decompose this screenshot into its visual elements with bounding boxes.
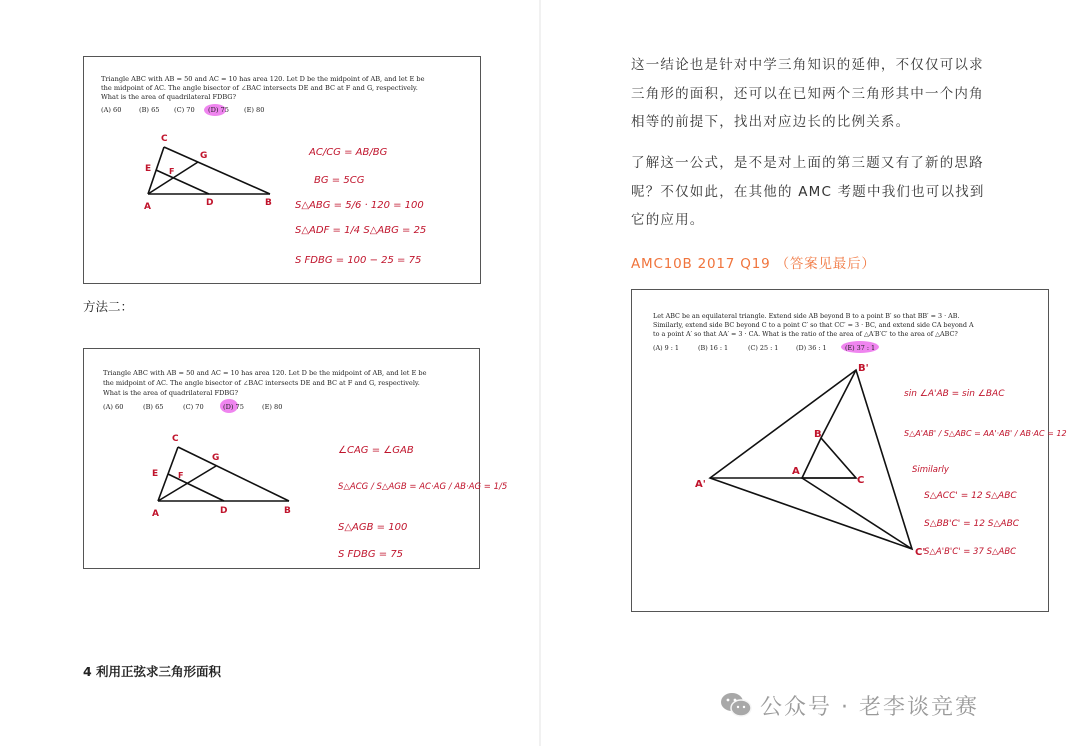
choice-d-2: (D) 75 — [223, 403, 244, 411]
method2-note-3: S△AGB = 100 — [338, 522, 408, 533]
label-b-prime: B' — [858, 363, 869, 374]
watermark-text: 公众号 · 老李谈竞赛 — [760, 694, 979, 720]
label-c-2: C — [172, 434, 179, 444]
choice-b-2: (B) 65 — [143, 403, 164, 411]
problem1b-line3: What is the area of quadrilateral FDBG? — [103, 389, 239, 397]
method1-note-5: S FDBG = 100 − 25 = 75 — [295, 255, 422, 266]
paragraph-1-line-1: 这一结论也是针对中学三角知识的延伸，不仅仅可以求 — [631, 57, 984, 73]
choice-c-2: (C) 70 — [183, 403, 204, 411]
choice-b: (B) 65 — [139, 106, 160, 114]
choice-d: (D) 75 — [208, 106, 229, 114]
triangle-diagram-3 — [710, 370, 912, 549]
method2-note-4: S FDBG = 75 — [338, 549, 404, 560]
paragraph-2 — [631, 149, 1001, 235]
method1-figure — [83, 56, 481, 284]
method1-note-4: S△ADF = 1/4 S△ABG = 25 — [295, 225, 427, 236]
label-b-3: B — [814, 429, 822, 440]
label-d: D — [206, 198, 214, 208]
label-a-prime: A' — [695, 479, 706, 490]
label-e: E — [145, 164, 152, 174]
problem1-line2: the midpoint of AC. The angle bisector of ∠BAC intersects DE and BC at F and G, respectively. — [101, 84, 418, 92]
problem1b-line1: Triangle ABC with AB = 50 and AC = 10 has area 120. Let D be the midpoint of AB, and let E be — [103, 369, 427, 377]
label-b-2: B — [284, 506, 291, 516]
label-b: B — [265, 198, 272, 208]
label-a: A — [144, 202, 151, 212]
label-a-2: A — [152, 509, 159, 519]
amc-problem-title: AMC10B 2017 Q19 （答案见最后） — [631, 256, 876, 272]
choice-e-2: (E) 80 — [262, 403, 283, 411]
choice2-b: (B) 16 : 1 — [698, 344, 729, 352]
label-c-3: C — [857, 475, 865, 486]
amc-figure — [631, 289, 1067, 612]
label-f-2: F — [178, 471, 184, 480]
amc-note-1: sin ∠A'AB = sin ∠BAC — [904, 389, 1005, 399]
amc-note-2: S△A'AB' / S△ABC = AA'·AB' / AB·AC = 12 — [904, 429, 1067, 438]
problem1-line3: What is the area of quadrilateral FDBG? — [101, 93, 237, 101]
method1-note-2: BG = 5CG — [314, 175, 365, 186]
watermark — [720, 688, 979, 722]
method1-note-3: S△ABG = 5/6 · 120 = 100 — [295, 200, 424, 211]
paragraph-2-line-1: 了解这一公式，是不是对上面的第三题又有了新的思路 — [631, 155, 984, 171]
choice2-e: (E) 37 : 1 — [845, 344, 876, 352]
choice-a-2: (A) 60 — [103, 403, 124, 411]
triangle-diagram-1 — [148, 147, 270, 194]
amc-svg — [632, 290, 1067, 613]
choice2-a: (A) 9 : 1 — [653, 344, 679, 352]
method2-svg — [84, 349, 508, 570]
paragraph-2-line-3: 它的应用。 — [631, 212, 705, 228]
problem2-line2: Similarly, extend side BC beyond C to a point C′ so that CC′ = 3 · BC, and extend side CA beyond A — [653, 321, 974, 329]
paragraph-2-line-2: 呢？不仅如此，在其他的 AMC 考题中我们也可以找到 — [631, 183, 985, 200]
paragraph-1 — [631, 51, 1001, 137]
amc-note-4: S△ACC' = 12 S△ABC — [924, 491, 1017, 501]
section-heading: 4 利用正弦求三角形面积 — [83, 664, 222, 679]
choice2-c: (C) 25 : 1 — [748, 344, 779, 352]
label-d-2: D — [220, 506, 228, 516]
problem2-line1: Let ABC be an equilateral triangle. Extend side AB beyond B to a point B′ so that BB′ = 3 · AB. — [653, 312, 960, 320]
method2-note-2: S△ACG / S△AGB = AC·AG / AB·AG = 1/5 — [338, 482, 508, 492]
label-a-3: A — [792, 466, 800, 477]
amc-note-3: Similarly — [912, 465, 949, 475]
method1-svg — [84, 57, 482, 285]
label-e-2: E — [152, 469, 159, 479]
label-f: F — [169, 167, 175, 176]
label-g: G — [200, 151, 208, 161]
choice-c: (C) 70 — [174, 106, 195, 114]
paragraph-1-line-2: 三角形的面积，还可以在已知两个三角形其中一个内角 — [631, 85, 984, 102]
method2-figure — [83, 348, 508, 569]
method1-note-1: AC/CG = AB/BG — [309, 147, 388, 158]
problem1-line1: Triangle ABC with AB = 50 and AC = 10 has area 120. Let D be the midpoint of AB, and let E be — [101, 75, 425, 83]
problem1b-line2: the midpoint of AC. The angle bisector of ∠BAC intersects DE and BC at F and G, respectively. — [103, 379, 420, 387]
choice-a: (A) 60 — [101, 106, 122, 114]
method2-caption: 方法二： — [83, 299, 134, 314]
wechat-icon — [720, 691, 752, 719]
label-c: C — [161, 134, 168, 144]
problem2-line3: to a point A′ so that AA′ = 3 · CA. What is the ratio of the area of △A′B′C′ to the area of △ABC? — [653, 330, 958, 338]
amc-note-5: S△BB'C' = 12 S△ABC — [924, 519, 1020, 529]
label-g-2: G — [212, 453, 220, 463]
choice-e: (E) 80 — [244, 106, 265, 114]
choice2-d: (D) 36 : 1 — [796, 344, 827, 352]
method2-note-1: ∠CAG = ∠GAB — [338, 445, 414, 456]
paragraph-1-line-3: 相等的前提下，找出对应边长的比例关系。 — [631, 114, 911, 130]
amc-note-6: S△A'B'C' = 37 S△ABC — [924, 547, 1017, 557]
label-c-prime: C' — [915, 547, 926, 558]
